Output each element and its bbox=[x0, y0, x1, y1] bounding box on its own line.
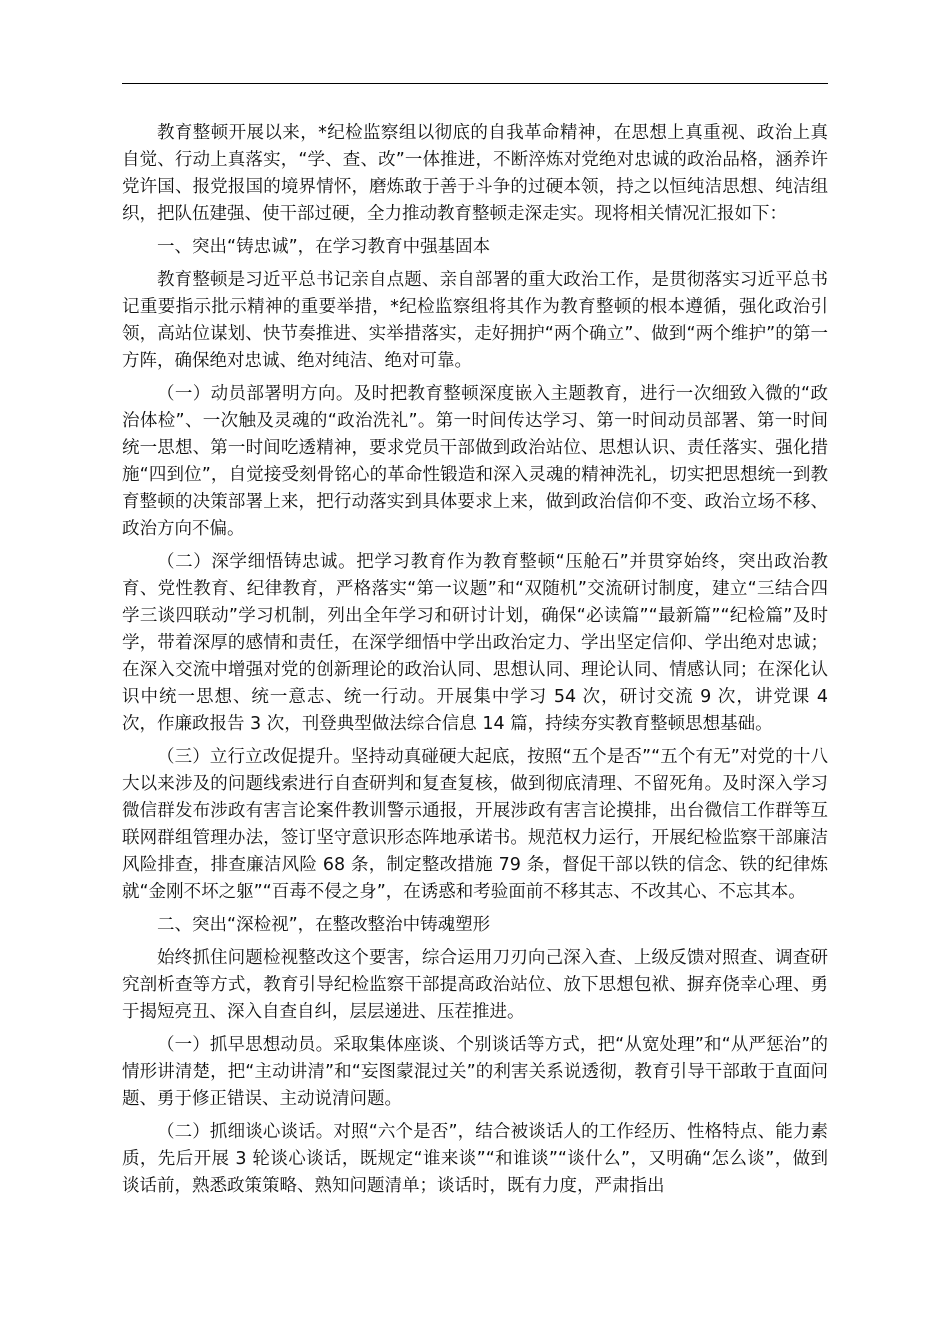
section-1-item-2-paragraph: （二）深学细悟铸忠诚。把学习教育作为教育整顿“压舱石”并贯穿始终，突出政治教育、党性教育、纪律教育，严格落实“第一议题”和“双随机”交流研讨制度，建立“三结合四学三谈四联动”学习机制，列出全年学习和研讨计划，确保“必读篇”“最新篇”“纪检篇”及时学，带着深厚的感情和责任，在深学细悟中学出政治定力、学出坚定信仰、学出绝对忠诚；在深入交流中增强对党的创新理论的政治认同、思想认同、理论认同、情感认同；在深化认识中统一思想、统一意志、统一行动。开展集中学习 54 次，研讨交流 9 次，讲党课 4 次，作廉政报告 3 次，刊登典型做法综合信息 14 篇，持续夯实教育整顿思想基础。 bbox=[122, 552, 828, 734]
section-heading-2: 二、突出“深检视”，在整改整治中铸魂塑形 bbox=[157, 915, 491, 935]
header-divider bbox=[122, 83, 828, 84]
intro-paragraph: 教育整顿开展以来，*纪检监察组以彻底的自我革命精神，在思想上真重视、政治上真自觉、行动上真落实，“学、查、改”一体推进，不断淬炼对党绝对忠诚的政治品格，涵养许党许国、报党报国的境界情怀，磨炼敢于善于斗争的过硬本领，持之以恒纯洁思想、纯洁组织，把队伍建强、使干部过硬，全力推动教育整顿走深走实。现将相关情况汇报如下： bbox=[122, 123, 828, 224]
document-body bbox=[122, 120, 828, 1206]
section-1-item-1-paragraph: （一）动员部署明方向。及时把教育整顿深度嵌入主题教育，进行一次细致入微的“政治体检”、一次触及灵魂的“政治洗礼”。第一时间传达学习、第一时间动员部署、第一时间统一思想、第一时间吃透精神，要求党员干部做到政治站位、思想认识、责任落实、强化措施“四到位”，自觉接受刻骨铭心的革命性锻造和深入灵魂的精神洗礼，切实把思想统一到教育整顿的决策部署上来，把行动落实到具体要求上来，做到政治信仰不变、政治立场不移、政治方向不偏。 bbox=[122, 384, 828, 539]
section-1-item-3-paragraph: （三）立行立改促提升。坚持动真碰硬大起底，按照“五个是否”“五个有无”对党的十八大以来涉及的问题线索进行自查研判和复查复核，做到彻底清理、不留死角。及时深入学习微信群发布涉政有害言论案件教训警示通报，开展涉政有害言论摸排，出台微信工作群等互联网群组管理办法，签订坚守意识形态阵地承诺书。规范权力运行，开展纪检监察干部廉洁风险排查，排查廉洁风险 68 条，制定整改措施 79 条，督促干部以铁的信念、铁的纪律炼就“金刚不坏之躯”“百毒不侵之身”，在诱惑和考验面前不移其志、不改其心、不忘其本。 bbox=[122, 747, 828, 902]
section-2-intro-paragraph: 始终抓住问题检视整改这个要害，综合运用刀刃向己深入查、上级反馈对照查、调查研究剖析查等方式，教育引导纪检监察干部提高政治站位、放下思想包袱、摒弃侥幸心理、勇于揭短亮丑、深入自查自纠，层层递进、压茬推进。 bbox=[122, 948, 828, 1022]
section-2-item-1-paragraph: （一）抓早思想动员。采取集体座谈、个别谈话等方式，把“从宽处理”和“从严惩治”的情形讲清楚，把“主动讲清”和“妄图蒙混过关”的利害关系说透彻，教育引导干部敢于直面问题、勇于修正错误、主动说清问题。 bbox=[122, 1035, 828, 1109]
section-2-item-2-paragraph: （二）抓细谈心谈话。对照“六个是否”，结合被谈话人的工作经历、性格特点、能力素质，先后开展 3 轮谈心谈话，既规定“谁来谈”“和谁谈”“谈什么”，又明确“怎么谈”，做到谈话前，熟悉政策策略、熟知问题清单；谈话时，既有力度，严肃指出 bbox=[122, 1122, 828, 1196]
section-heading-1: 一、突出“铸忠诚”，在学习教育中强基固本 bbox=[157, 237, 491, 257]
section-1-intro-paragraph: 教育整顿是习近平总书记亲自点题、亲自部署的重大政治工作，是贯彻落实习近平总书记重要指示批示精神的重要举措，*纪检监察组将其作为教育整顿的根本遵循，强化政治引领，高站位谋划、快节奏推进、实举措落实，走好拥护“两个确立”、做到“两个维护”的第一方阵，确保绝对忠诚、绝对纯洁、绝对可靠。 bbox=[122, 270, 828, 371]
